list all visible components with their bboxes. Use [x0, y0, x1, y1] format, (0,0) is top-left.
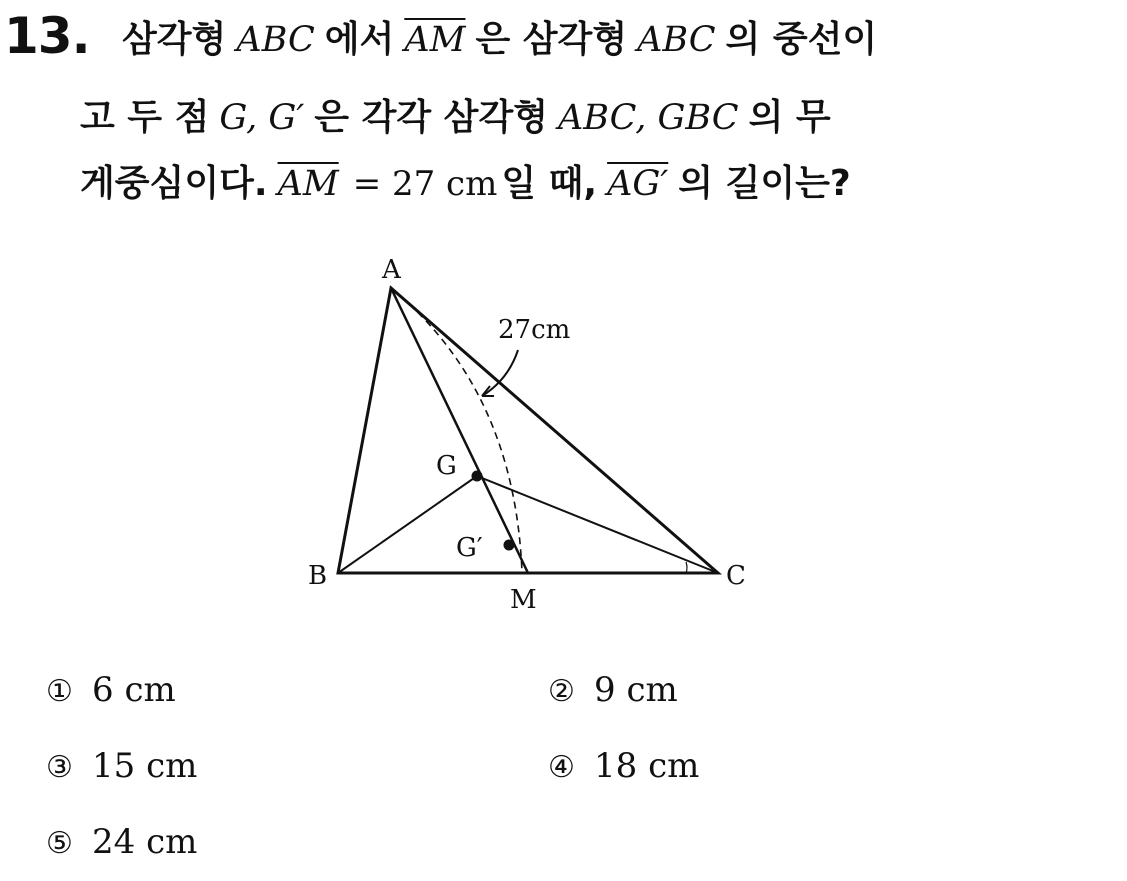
label-b: B: [308, 561, 328, 591]
length-label: 27cm: [498, 315, 571, 345]
label-a: A: [382, 255, 401, 285]
choice-mark: ⑤: [46, 826, 73, 861]
question-line-3: [80, 160, 851, 208]
choice-mark: ③: [46, 750, 73, 785]
text: 고 두 점: [80, 97, 210, 138]
text: 의 중선이: [725, 19, 878, 60]
choice-mark: ④: [548, 750, 575, 785]
text: 은 각각 삼각형: [314, 97, 549, 138]
label-g: G: [436, 451, 457, 481]
point-g-prime: [504, 540, 515, 551]
question-number: 13.: [4, 7, 90, 65]
math-equals-27cm: = 27 cm: [352, 164, 498, 204]
text: 일 때,: [501, 163, 598, 204]
choice-1[interactable]: [46, 670, 176, 712]
text: 에서: [324, 19, 395, 60]
choice-3[interactable]: [46, 746, 197, 788]
math-g-gprime: G, G′: [219, 98, 305, 138]
math-agprime-overline: AG′: [607, 164, 669, 204]
point-g: [472, 471, 483, 482]
text: 게중심이다.: [80, 163, 268, 204]
math-abc-gbc: ABC, GBC: [558, 98, 739, 138]
angle-mark-c: [686, 562, 687, 573]
math-am-overline: $\overline{AM}$: [277, 164, 339, 204]
question-line-1: [122, 16, 877, 64]
question-line-2: [80, 94, 831, 142]
choice-text: 6 cm: [92, 670, 176, 710]
choice-mark: ②: [548, 674, 575, 709]
choice-mark: ①: [46, 674, 73, 709]
segment-gc: [477, 476, 718, 573]
triangle-figure: [290, 240, 770, 620]
label-g-prime: G′: [456, 533, 483, 563]
text: 의 길이는?: [678, 163, 851, 204]
choice-5[interactable]: [46, 822, 197, 864]
math-abc: ABC: [637, 20, 716, 60]
label-m: M: [510, 585, 537, 615]
choice-2[interactable]: [548, 670, 678, 712]
choice-4[interactable]: [548, 746, 699, 788]
math-abc: ABC: [236, 20, 315, 60]
math-am-overline: $\overline{AM}$: [404, 20, 466, 60]
choice-text: 24 cm: [92, 822, 198, 862]
label-c: C: [726, 561, 746, 591]
choice-text: 15 cm: [92, 746, 198, 786]
text: 은 삼각형: [475, 19, 628, 60]
text: 의 무: [748, 97, 831, 138]
text: 삼각형: [122, 19, 227, 60]
choice-text: 9 cm: [594, 670, 678, 710]
choice-text: 18 cm: [594, 746, 700, 786]
